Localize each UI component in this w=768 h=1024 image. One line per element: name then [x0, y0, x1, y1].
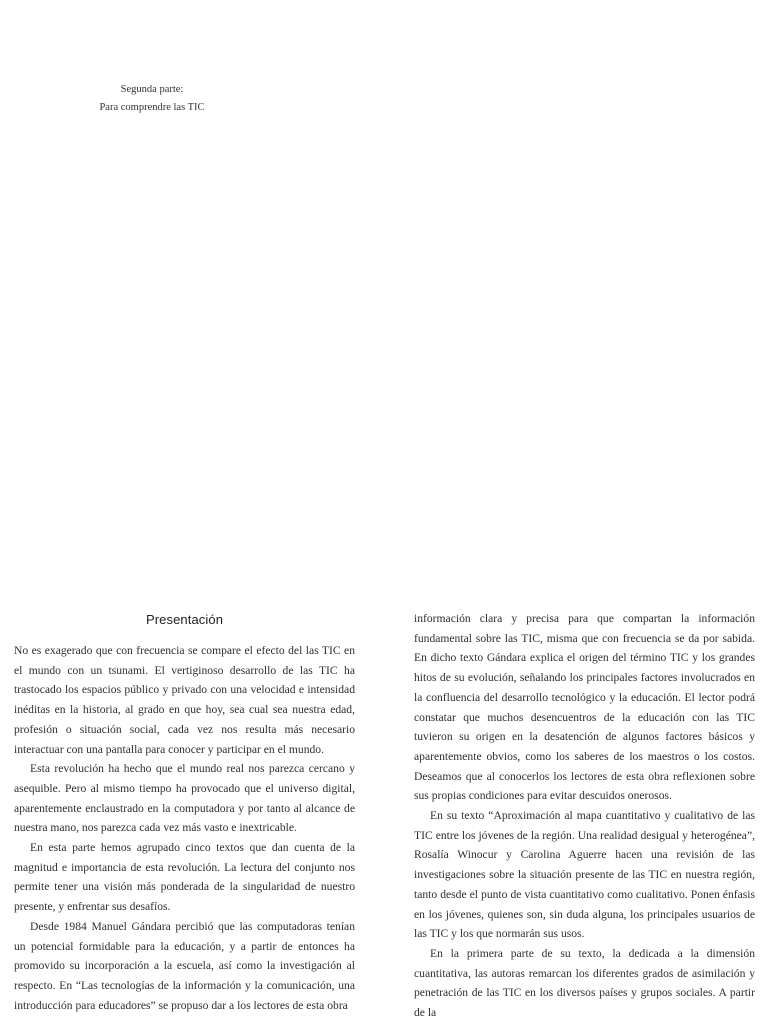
section-title: Presentación [145, 612, 224, 627]
part-number: Segunda parte: [120, 84, 184, 95]
right-column [414, 609, 755, 1023]
part-title: Para comprendre las TIC [99, 102, 205, 113]
left-column [14, 611, 355, 1015]
paragraph: Esta revolución ha hecho que el mundo real nos parezca cercano y asequible. Pero al mismo tiempo ha provocado que el universo digital, aparentemente enclaustrado en la computadora y por tanto al alcance de nuestra mano, nos parezca cada vez más vasto e inextricable. [14, 762, 355, 835]
paragraph: Desde 1984 Manuel Gándara percibió que las computadoras tenían un potencial formidable para la educación, y a partir de entonces ha promovido su incorporación a la escuela, así como la investigación al respecto. En “Las tecnologías de la información y la comunicación, una introducción para educadores” se propuso dar a los lectores de esta obra [14, 919, 355, 1012]
paragraph: No es exagerado que con frecuencia se compare el efecto del las TIC en el mundo con un tsunami. El vertiginoso desarrollo de las TIC ha trastocado los espacios público y privado con una velocidad e intensidad inéditas en la historia, al grado en que hoy, sea cual sea nuestra edad, profesión o situación social, cada vez nos resulta más necesario interactuar con una pantalla para conocer y participar en el mundo. [14, 644, 355, 756]
paragraph: En la primera parte de su texto, la dedicada a la dimensión cuantitativa, las autoras remarcan los diferentes grados de asimilación y penetración de las TIC en los diversos países y grupos sociales. A partir de la [414, 946, 755, 1020]
paragraph: información clara y precisa para que compartan la información fundamental sobre las TIC, misma que con frecuencia se da por sabida. En dicho texto Gándara explica el origen del término TIC y los grandes hitos de su evolución, señalando los principales factores involucrados en la confluencia del desarrollo tecnológico y la educación. El lector podrá constatar que muchos desencuentros de la educación con las TIC tuvieron su origen en la desatención de algunos factores básicos y aparentemente obvios, como los saberes de los maestros o los costos. Deseamos que al conocerlos los lectores de esta obra reflexionen sobre sus propias condiciones para evitar descuidos onerosos. [414, 612, 755, 803]
paragraph: En esta parte hemos agrupado cinco textos que dan cuenta de la magnitud e importancia de esta revolución. La lectura del conjunto nos permite tener una visión más ponderada de la singularidad de nuestro presente, y enfrentar sus desafíos. [14, 841, 355, 914]
part-heading [72, 81, 232, 117]
paragraph: En su texto “Aproximación al mapa cuantitativo y cualitativo de las TIC entre los jóvenes de la región. Una realidad desigual y heterogénea”, Rosalía Winocur y Carolina Aguerre hacen una revisión de las investigaciones sobre la situación presente de las TIC en nuestra región, tanto desde el punto de vista cuantitativo como cualitativo. Ponen énfasis en los jóvenes, quienes son, sin duda alguna, los principales usuarios de las TIC y los que normarán sus usos. [414, 809, 755, 941]
